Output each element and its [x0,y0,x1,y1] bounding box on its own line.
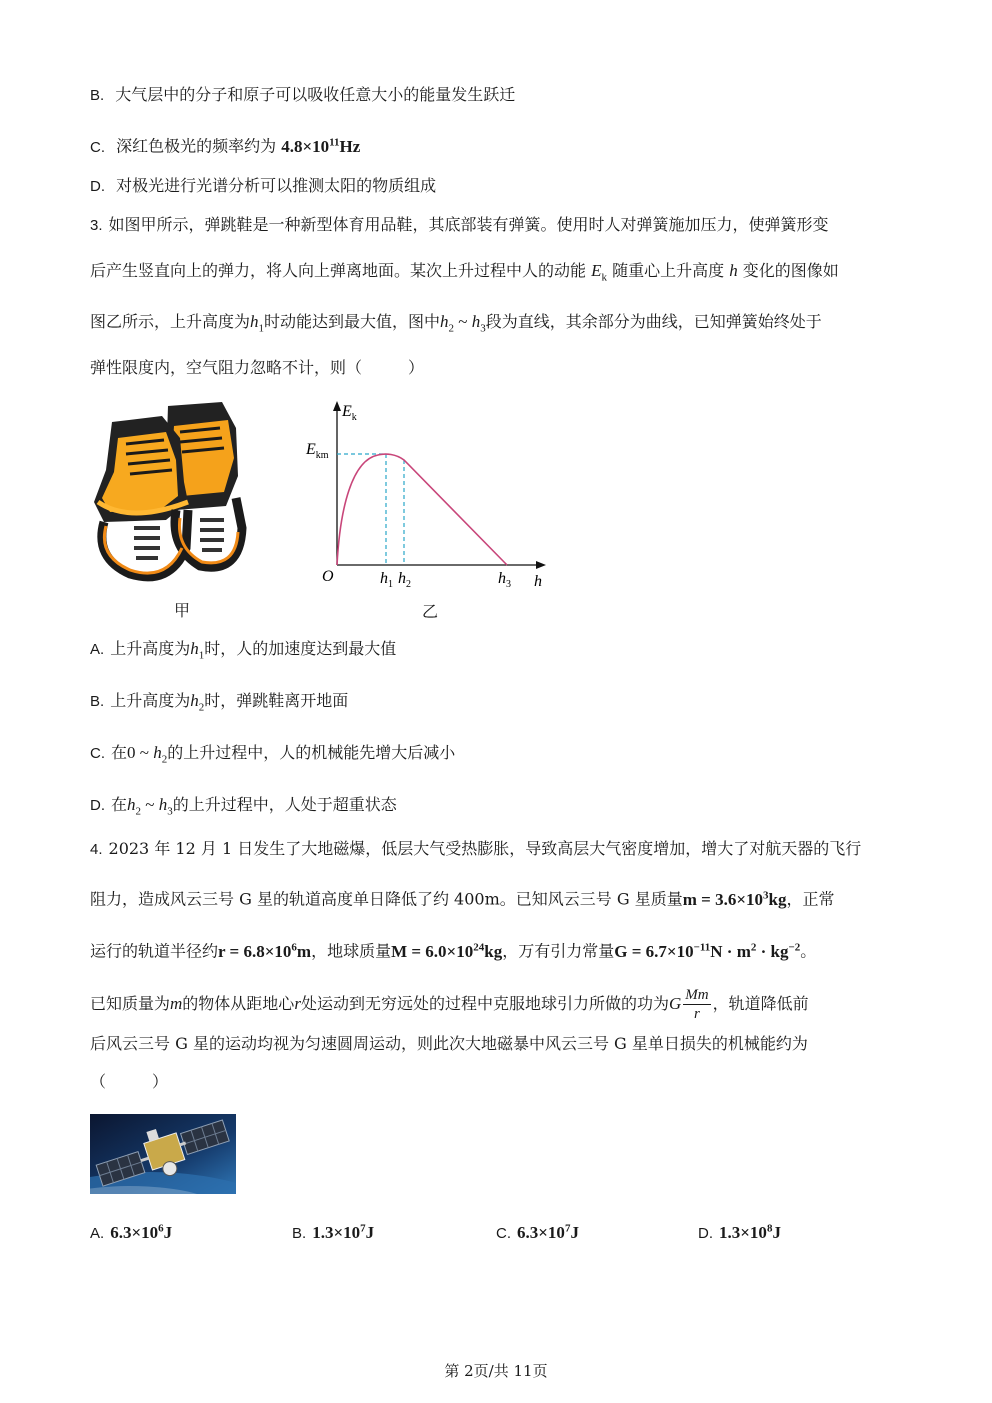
stem-text: 如图甲所示，弹跳鞋是一种新型体育用品鞋，其底部装有弹簧。使用时人对弹簧施加压力，使弹簧形变 [108,215,829,234]
q3-option-c: C. 在0 ~ $h_2$的上升过程中，人的机械能先增大后减小 [90,743,456,766]
h-symbol: h [729,261,738,280]
stem-text: 弹性限度内，空气阻力忽略不计，则（ [90,358,363,377]
choice-b[interactable]: B. $1.3\times 10^7J$ [292,1222,375,1242]
q4-stem-line6: （ ） [90,1072,169,1091]
y-axis-label: $E_k$ [342,403,357,423]
stem-text: 变化的图像如 [742,261,839,280]
choice-value: $1.3\times 10^7J$ [312,1222,375,1242]
q4-stem-line5: 后风云三号 G 星的运动均视为匀速圆周运动，则此次大地磁暴中风云三号 G 星单日损失的机械能约为 [90,1034,808,1053]
h1-symbol: $h_1$ [250,312,265,335]
q4-stem-line4: 已知质量为m的物体从距地心r处运动到无穷远处的过程中克服地球引力所做的功为G $\frac{Mm}{r}$ ，轨道降低前 [90,987,809,1022]
x-axis-label: h [534,573,542,590]
option-letter: D. [90,797,105,814]
q2-option-c [90,130,360,160]
satellite-image [90,1114,236,1194]
ek-h-graph [300,398,560,598]
h2-h3-symbol: $h_2$ ~ $h_3$ [440,312,486,335]
shoe-front [94,416,188,522]
frequency-value: $4.8\times 10^{11}Hz$ [281,136,361,156]
option-letter: B. [90,87,105,104]
jumping-shoes-image [90,398,250,590]
choice-c[interactable]: C. $6.3\times 10^7J$ [496,1222,579,1242]
radius-value: $r = 6.8\times 10^6m$ [218,941,312,961]
choice-a[interactable]: A. $6.3\times 10^6J$ [90,1222,173,1242]
gravitational-constant: $G = 6.7\times 10^{-11}N \cdot m^2 \cdot kg^{-2}$ [614,941,801,961]
choice-value: $6.3\times 10^6J$ [110,1222,173,1242]
q4-stem-line2: 阻力，造成风云三号 G 星的轨道高度单日降低了约 400m。已知风云三号 G 星质量$m = 3.6\times 10^3kg$，正常 [90,889,835,909]
choice-value: $6.3\times 10^7J$ [517,1222,579,1242]
tick-h3: $h_3$ [498,570,511,590]
option-letter: D. [90,178,105,195]
figure-caption-yi: 乙 [422,602,439,621]
origin-label: O [322,568,334,585]
stem-text: 随重心上升高度 [612,261,725,280]
ekm-label: $E_{km}$ [306,441,329,461]
figure-caption-jia: 甲 [174,601,191,620]
option-letter: A. [90,641,105,658]
q4-choices [90,1222,910,1248]
ek-curve [337,454,507,565]
tick-h2: $h_2$ [398,570,411,590]
option-letter: C. [90,745,105,762]
q3-stem-line4: 弹性限度内，空气阻力忽略不计，则（ ） [90,358,425,377]
q4-stem-line1 [90,837,861,862]
stem-text: 图乙所示，上升高度为 [90,312,251,331]
choice-d[interactable]: D. $1.3\times 10^8J$ [698,1222,781,1242]
q3-option-d: D. 在$h_2$ ~ $h_3$的上升过程中，人处于超重状态 [90,795,397,818]
choice-value: $1.3\times 10^8J$ [719,1222,781,1242]
stem-text: 后产生竖直向上的弹力，将人向上弹离地面。某次上升过程中人的动能 [90,261,587,280]
y-axis-arrow [333,401,341,411]
page-footer: 第 2页/共 11页 [444,1362,548,1380]
mass-value: $m = 3.6\times 10^3kg$ [682,889,787,909]
option-letter: B. [90,693,105,710]
option-text: 深红色极光的频率约为 [116,136,277,156]
q3-stem-line1 [90,213,829,238]
q4-stem-line3: 运行的轨道半径约$r = 6.8\times 10^6m$，地球质量$M = 6.0\times 10^{24}kg$，万有引力常量$G = 6.7\times 10^{-11}N \cdot m^2 \cdot kg^{-2}$。 [90,941,817,961]
q3-stem-line2 [90,259,839,289]
question-number: 4. [90,841,103,858]
stem-text: 时动能达到最大值，图中 [264,312,441,331]
q2-option-b [90,83,515,108]
tick-h1: $h_1$ [380,570,393,590]
question-number: 3. [90,217,103,234]
option-text: 对极光进行光谱分析可以推测太阳的物质组成 [116,176,437,195]
work-fraction: $\frac{Mm}{r}$ [685,987,709,1022]
stem-text: 2023 年 12 月 1 日发生了大地磁爆，低层大气受热膨胀，导致高层大气密度增加，增大了对航天器的飞行 [108,839,862,858]
option-text: 大气层中的分子和原子可以吸收任意大小的能量发生跃迁 [115,85,516,104]
earth-mass-value: $M = 6.0\times 10^{24}kg$ [391,941,503,961]
ek-symbol: $E_k$ [591,261,607,284]
q3-option-b: B. 上升高度为$h_2$时，弹跳鞋离开地面 [90,691,349,714]
stem-text: 段为直线，其余部分为曲线，已知弹簧始终处于 [485,312,822,331]
x-axis-arrow [536,561,546,569]
option-letter: C. [90,138,105,156]
q3-stem-line3 [90,310,822,340]
q3-option-a: A. 上升高度为$h_1$时，人的加速度达到最大值 [90,639,397,662]
q2-option-d [90,174,436,199]
